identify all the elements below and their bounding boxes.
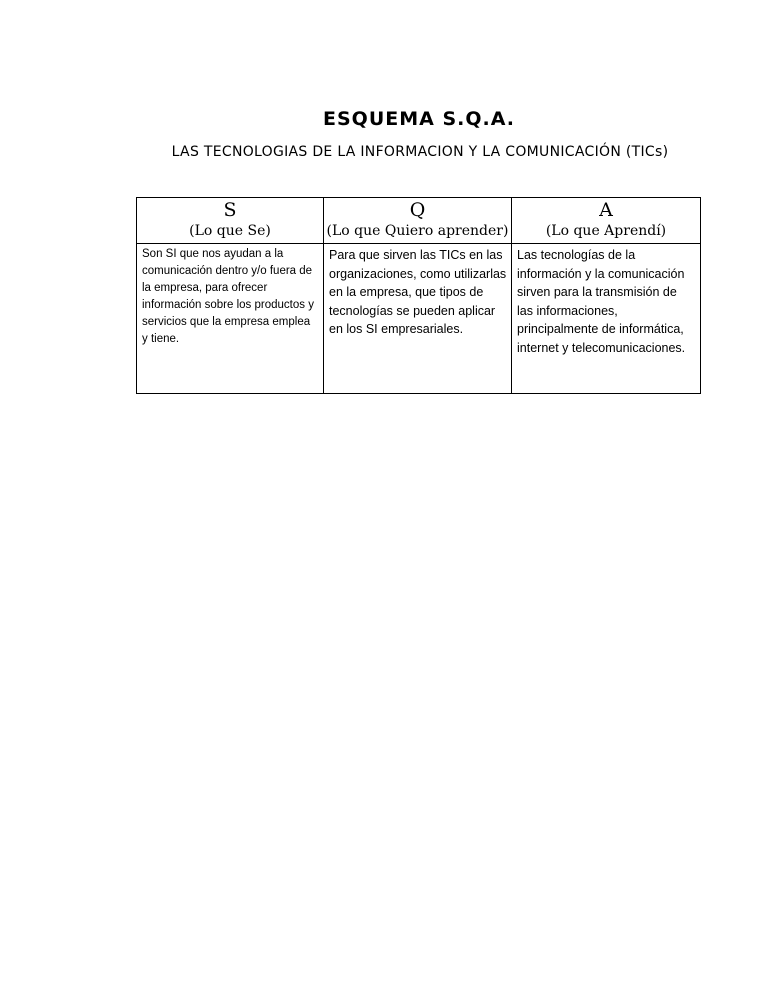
sqa-table: [136, 197, 701, 394]
column-label: (Lo que Se): [189, 223, 271, 239]
table-row: [137, 244, 701, 394]
column-label: (Lo que Aprendí): [545, 223, 667, 239]
document-title: ESQUEMA S.Q.A.: [323, 108, 515, 130]
cell-lo-que-se: Son SI que nos ayudan a la comunicación dentro y/o fuera de la empresa, para ofrecer información sobre los productos y servicios que la empresa emplea y tiene.: [137, 244, 324, 394]
column-header-q: [324, 198, 512, 244]
cell-lo-que-aprendi: Las tecnologías de la información y la comunicación sirven para la transmisión de las informaciones, principalmente de informática, internet y telecomunicaciones.: [512, 244, 701, 394]
cell-lo-que-quiero-aprender: Para que sirven las TICs en las organizaciones, como utilizarlas en la empresa, que tipos de tecnologías se pueden aplicar en los SI empresariales.: [324, 244, 512, 394]
column-letter: S: [223, 199, 237, 221]
column-header-a: [512, 198, 701, 244]
table-header-row: [137, 198, 701, 244]
column-header-s: [137, 198, 324, 244]
column-label: (Lo que Quiero aprender): [326, 223, 509, 239]
column-letter: Q: [409, 199, 426, 221]
document-subtitle: LAS TECNOLOGIAS DE LA INFORMACION Y LA COMUNICACIÓN (TICs): [171, 144, 669, 160]
column-letter: A: [599, 199, 613, 221]
